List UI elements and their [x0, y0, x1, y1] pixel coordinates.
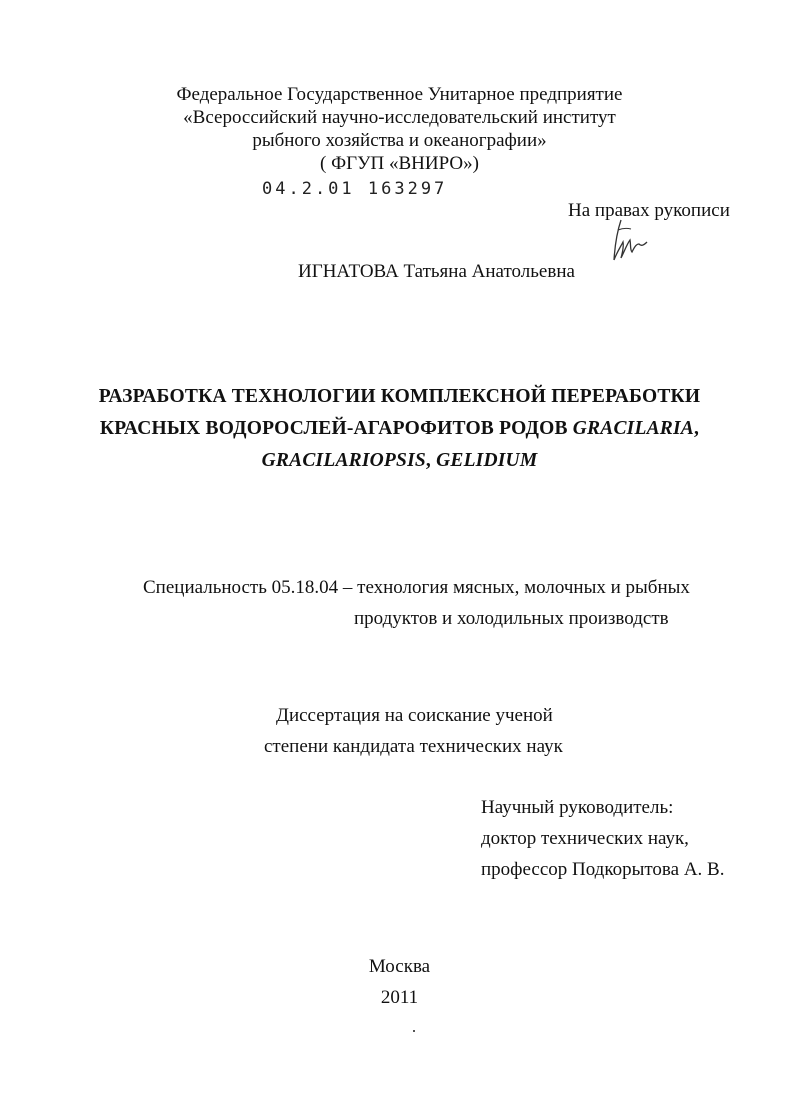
org-line-3: рыбного хозяйства и океанографии» — [252, 130, 547, 151]
dissertation-line-2: степени кандидата технических наук — [264, 736, 563, 757]
dissertation-line-1: Диссертация на соискание ученой — [276, 705, 553, 726]
genus-gelidium: GELIDIUM — [436, 450, 538, 471]
year: 2011 — [380, 987, 419, 1008]
org-line-1: Федеральное Государственное Унитарное предприятие — [176, 84, 623, 105]
scan-dot — [413, 1030, 415, 1032]
specialty-line-1: Специальность 05.18.04 – технология мясных, молочных и рыбных — [143, 577, 690, 598]
org-abbreviation: ( ФГУП «ВНИРО») — [320, 153, 479, 174]
specialty-line-2: продуктов и холодильных производств — [354, 608, 669, 629]
supervisor-degree: доктор технических наук, — [481, 828, 689, 849]
title-line-1: РАЗРАБОТКА ТЕХНОЛОГИИ КОМПЛЕКСНОЙ ПЕРЕРАБОТКИ — [98, 386, 701, 407]
author-name: ИГНАТОВА Татьяна Анатольевна — [298, 261, 575, 282]
genus-gracilariopsis: GRACILARIOPSIS — [261, 450, 426, 471]
title-line-3 — [0, 450, 799, 472]
title-comma: , — [693, 418, 700, 439]
supervisor-label: Научный руководитель: — [481, 797, 674, 818]
manuscript-note: На правах рукописи — [568, 200, 730, 221]
registration-stamp: 04.2.01 163297 — [262, 179, 448, 199]
title-separator: , — [425, 450, 437, 471]
city: Москва — [368, 956, 431, 977]
signature-icon — [603, 216, 653, 268]
title-line-2 — [0, 418, 799, 440]
title-line-2-text: КРАСНЫХ ВОДОРОСЛЕЙ-АГАРОФИТОВ РОДОВ — [99, 418, 573, 439]
org-line-2: «Всероссийский научно-исследовательский институт — [183, 107, 616, 128]
supervisor-name: профессор Подкорытова А. В. — [481, 859, 725, 880]
genus-gracilaria: GRACILARIA — [572, 418, 694, 439]
